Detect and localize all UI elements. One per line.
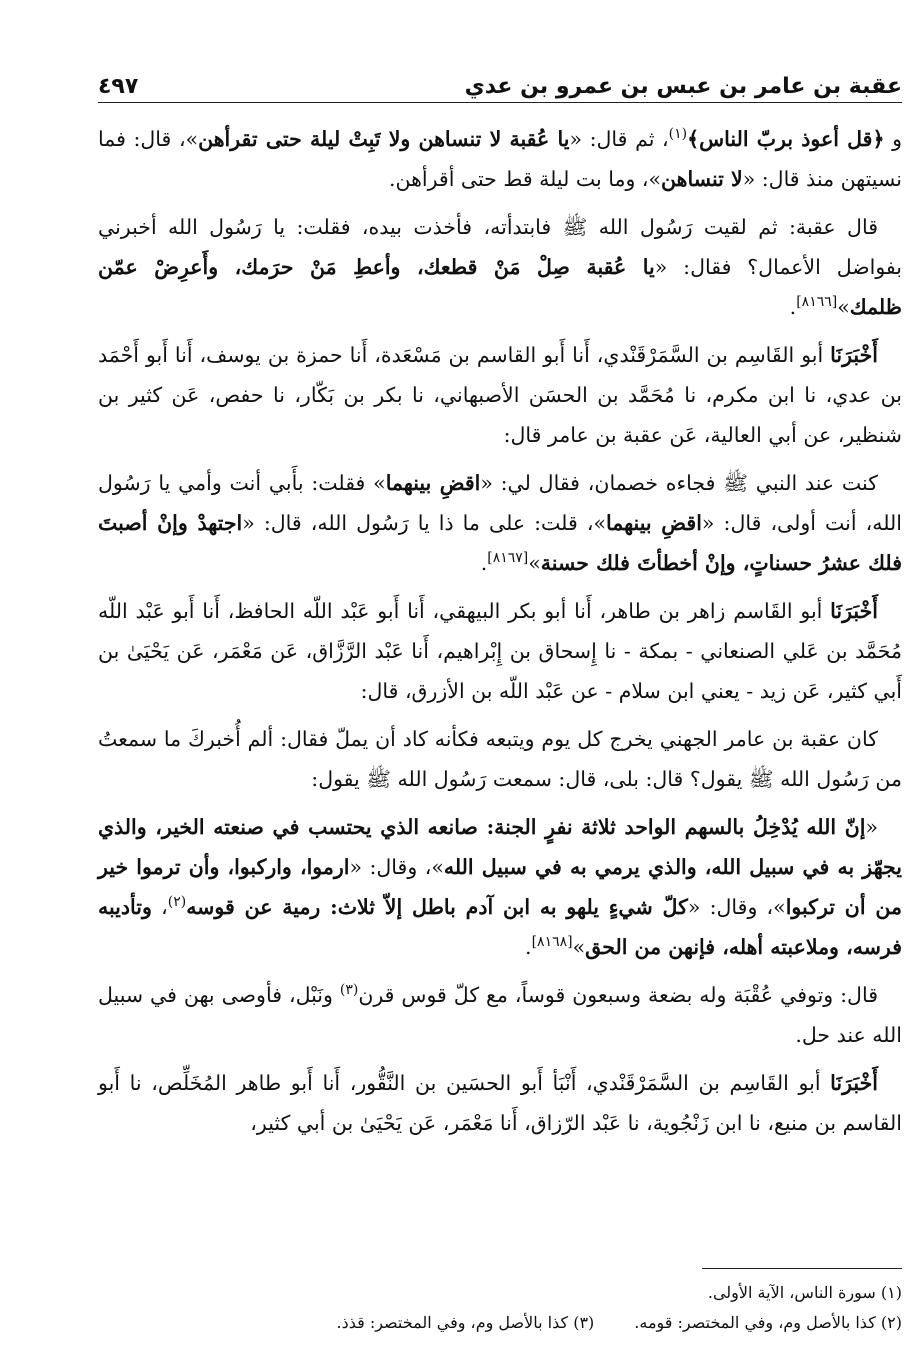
footnote-2: (٢) كذا بالأصل وم، وفي المختصر: قومه. [634, 1313, 902, 1332]
text-run: » فقلت: بأَبي أنت وأمي يا رَسُول الله، أنت أولى، قال: « [98, 471, 902, 535]
text-run: قال عقبة: ثم لقيت رَسُول الله ﷺ فابتدأته، فأخذت بيده، فقلت: يا رَسُول الله أخبرني بفواضل الأعمال؟ فقال: « [98, 215, 902, 279]
footnote-ref: [٨١٦٨] [531, 934, 573, 951]
text-run: ، [151, 895, 168, 919]
bold-text: أَخْبَرَنَا [830, 599, 878, 623]
text-run: كنت عند النبي ﷺ فجاءه خصمان، فقال لي: « [480, 471, 878, 495]
bold-text: اقضِ بينهما [606, 511, 702, 535]
text-run: ونَبْل، فأوصى بهن في سبيل الله عند حل. [98, 983, 902, 1047]
book-page [98, 60, 903, 1332]
bold-text: يا عُقبة لا تنساهن ولا تَبِتْ ليلة حتى تقرأهن [198, 127, 570, 151]
bold-text: اقضِ بينهما [385, 471, 481, 495]
bold-text: أَخْبَرَنَا [830, 343, 878, 367]
text-run: . [789, 295, 797, 319]
footnote-1: (١) سورة الناس، الآية الأولى. [707, 1283, 902, 1302]
text-run: أبو القَاسم زاهر بن طاهر، أَنا أبو بكر البيهقي، أَنا أَبو عَبْد اللّه الحافظ، أَنا أَبو عَبْد اللّه مُحَمَّد بن عَلي الصنعاني - بمكة - نا إِسحاق بن إِبْراهيم، أَنا عَبْد الرَّزَّاق، عَن مَعْمَر، عَن يَحْيَىٰ بن أَبي كثير، عَن زيد - يعني ابن سلام - عن عَبْد اللّه بن الأزرق، قال: [98, 599, 902, 703]
text-run: » [837, 295, 850, 319]
text-run: و [884, 127, 903, 151]
text-run: »، قال: فما نسيتهن منذ قال: « [98, 127, 902, 191]
paragraph [98, 1063, 902, 1143]
footnote-3: (٣) كذا بالأصل وم، وفي المختصر: قذذ. [336, 1313, 595, 1332]
paragraph [98, 591, 902, 711]
paragraph [98, 975, 902, 1055]
text-run: ، ثم قال: « [569, 127, 669, 151]
paragraph [98, 719, 902, 799]
text-run: قال: وتوفي عُقْبَة وله بضعة وسبعون قوساً، مع كلّ قوس قرن [358, 983, 878, 1007]
bold-text: لا تنساهن [661, 167, 743, 191]
footnote-ref: (١) [668, 126, 688, 143]
text-run: أبو القَاسِم بن السَّمَرْقَنْدي، أَنْبَأ أَبو الحسَين بن النَّقُّور، أَنا أَبو طاهر المُخَلِّص، نا أَبو القاسم بن منيع، نا ابن زَنْجُوية، نا عَبْد الرّزاق، أَنا مَعْمَر، عَن يَحْيَىٰ بن أبي كثير، [98, 1071, 902, 1135]
footnote-ref: (٢) [167, 894, 187, 911]
text-run: »، وقال: « [349, 855, 444, 879]
bold-text: وتأديبه فرسه، وملاعبته أهله، فإنهن من الحق [98, 895, 902, 959]
bold-text: يا عُقبة صِلْ مَنْ قطعك، وأعطِ مَنْ حرَمك، وأَعرِضْ عمّن ظلمك [98, 255, 902, 319]
text-run: » [528, 551, 541, 575]
footnote-row [98, 1308, 902, 1338]
text-run: . [525, 935, 532, 959]
paragraph [98, 207, 902, 327]
text-run: أبو القَاسِم بن السَّمَرْقَنْدي، أَنا أَبو القاسم بن مَسْعَدة، أَنا حمزة بن يوسف، أَنا أَبو أَحْمَد بن عدي، نا ابن مكرم، نا مُحَمَّد بن الحسَن الأصبهاني، نا بكر بن بَكّار، نا حفص، عَن كثير بن شنظير، عن أبي العالية، عَن عقبة بن عامر قال: [98, 343, 902, 447]
text-run: كان عقبة بن عامر الجهني يخرج كل يوم ويتبعه فكأنه كاد أن يملّ فقال: ألم أُخبركَ ما سمعتُ من رَسُول الله ﷺ يقول؟ قال: بلى، قال: سمعت رَسُول الله ﷺ يقول: [98, 727, 902, 791]
text-run: »، قلت: على ما ذا يا رَسُول الله، قال: « [242, 511, 606, 535]
page-header [98, 60, 902, 103]
bold-text: كلّ شيءٍ يلهو به ابن آدم باطل إلاّ ثلاث: رمية عن قوسه [186, 895, 688, 919]
footnote-ref: [٨١٦٦] [796, 294, 838, 311]
bold-text: ﴿قل أعوذ بربّ الناس﴾ [687, 127, 885, 151]
footnotes [98, 1278, 902, 1338]
text-run: » [572, 935, 586, 959]
footnote-ref: [٨١٦٧] [487, 550, 529, 567]
bold-text: إنّ الله يُدْخِلُ بالسهم الواحد ثلاثة نفرٍ الجنة: صانعه الذي يحتسب في صنعته الخير، والذي يجهّز به في سبيل الله، والذي يرمي به في سبيل الله [98, 815, 902, 879]
paragraph [98, 119, 902, 199]
paragraph [98, 335, 902, 455]
page-number: ٤٩٧ [98, 74, 139, 99]
paragraph [98, 807, 902, 967]
running-title: عقبة بن عامر بن عبس بن عمرو بن عدي [464, 74, 902, 99]
text-run: « [865, 815, 878, 839]
footnote-divider [702, 1268, 902, 1269]
bold-text: ارموا، واركبوا، وأن ترموا خير من أن تركبوا [98, 855, 902, 919]
bold-text: اجتهدْ وإنْ أصبتَ فلك عشرُ حسناتٍ، وإنْ أخطأتَ فلك حسنة [98, 511, 902, 575]
paragraph [98, 463, 902, 583]
text-run: »، وقال: « [687, 895, 786, 919]
text-run: »، وما بت ليلة قط حتى أقرأهن. [388, 167, 662, 191]
bold-text: أَخْبَرَنَا [830, 1071, 878, 1095]
footnote-ref: (٣) [339, 982, 359, 999]
main-text [98, 119, 902, 1143]
text-run: . [480, 551, 488, 575]
